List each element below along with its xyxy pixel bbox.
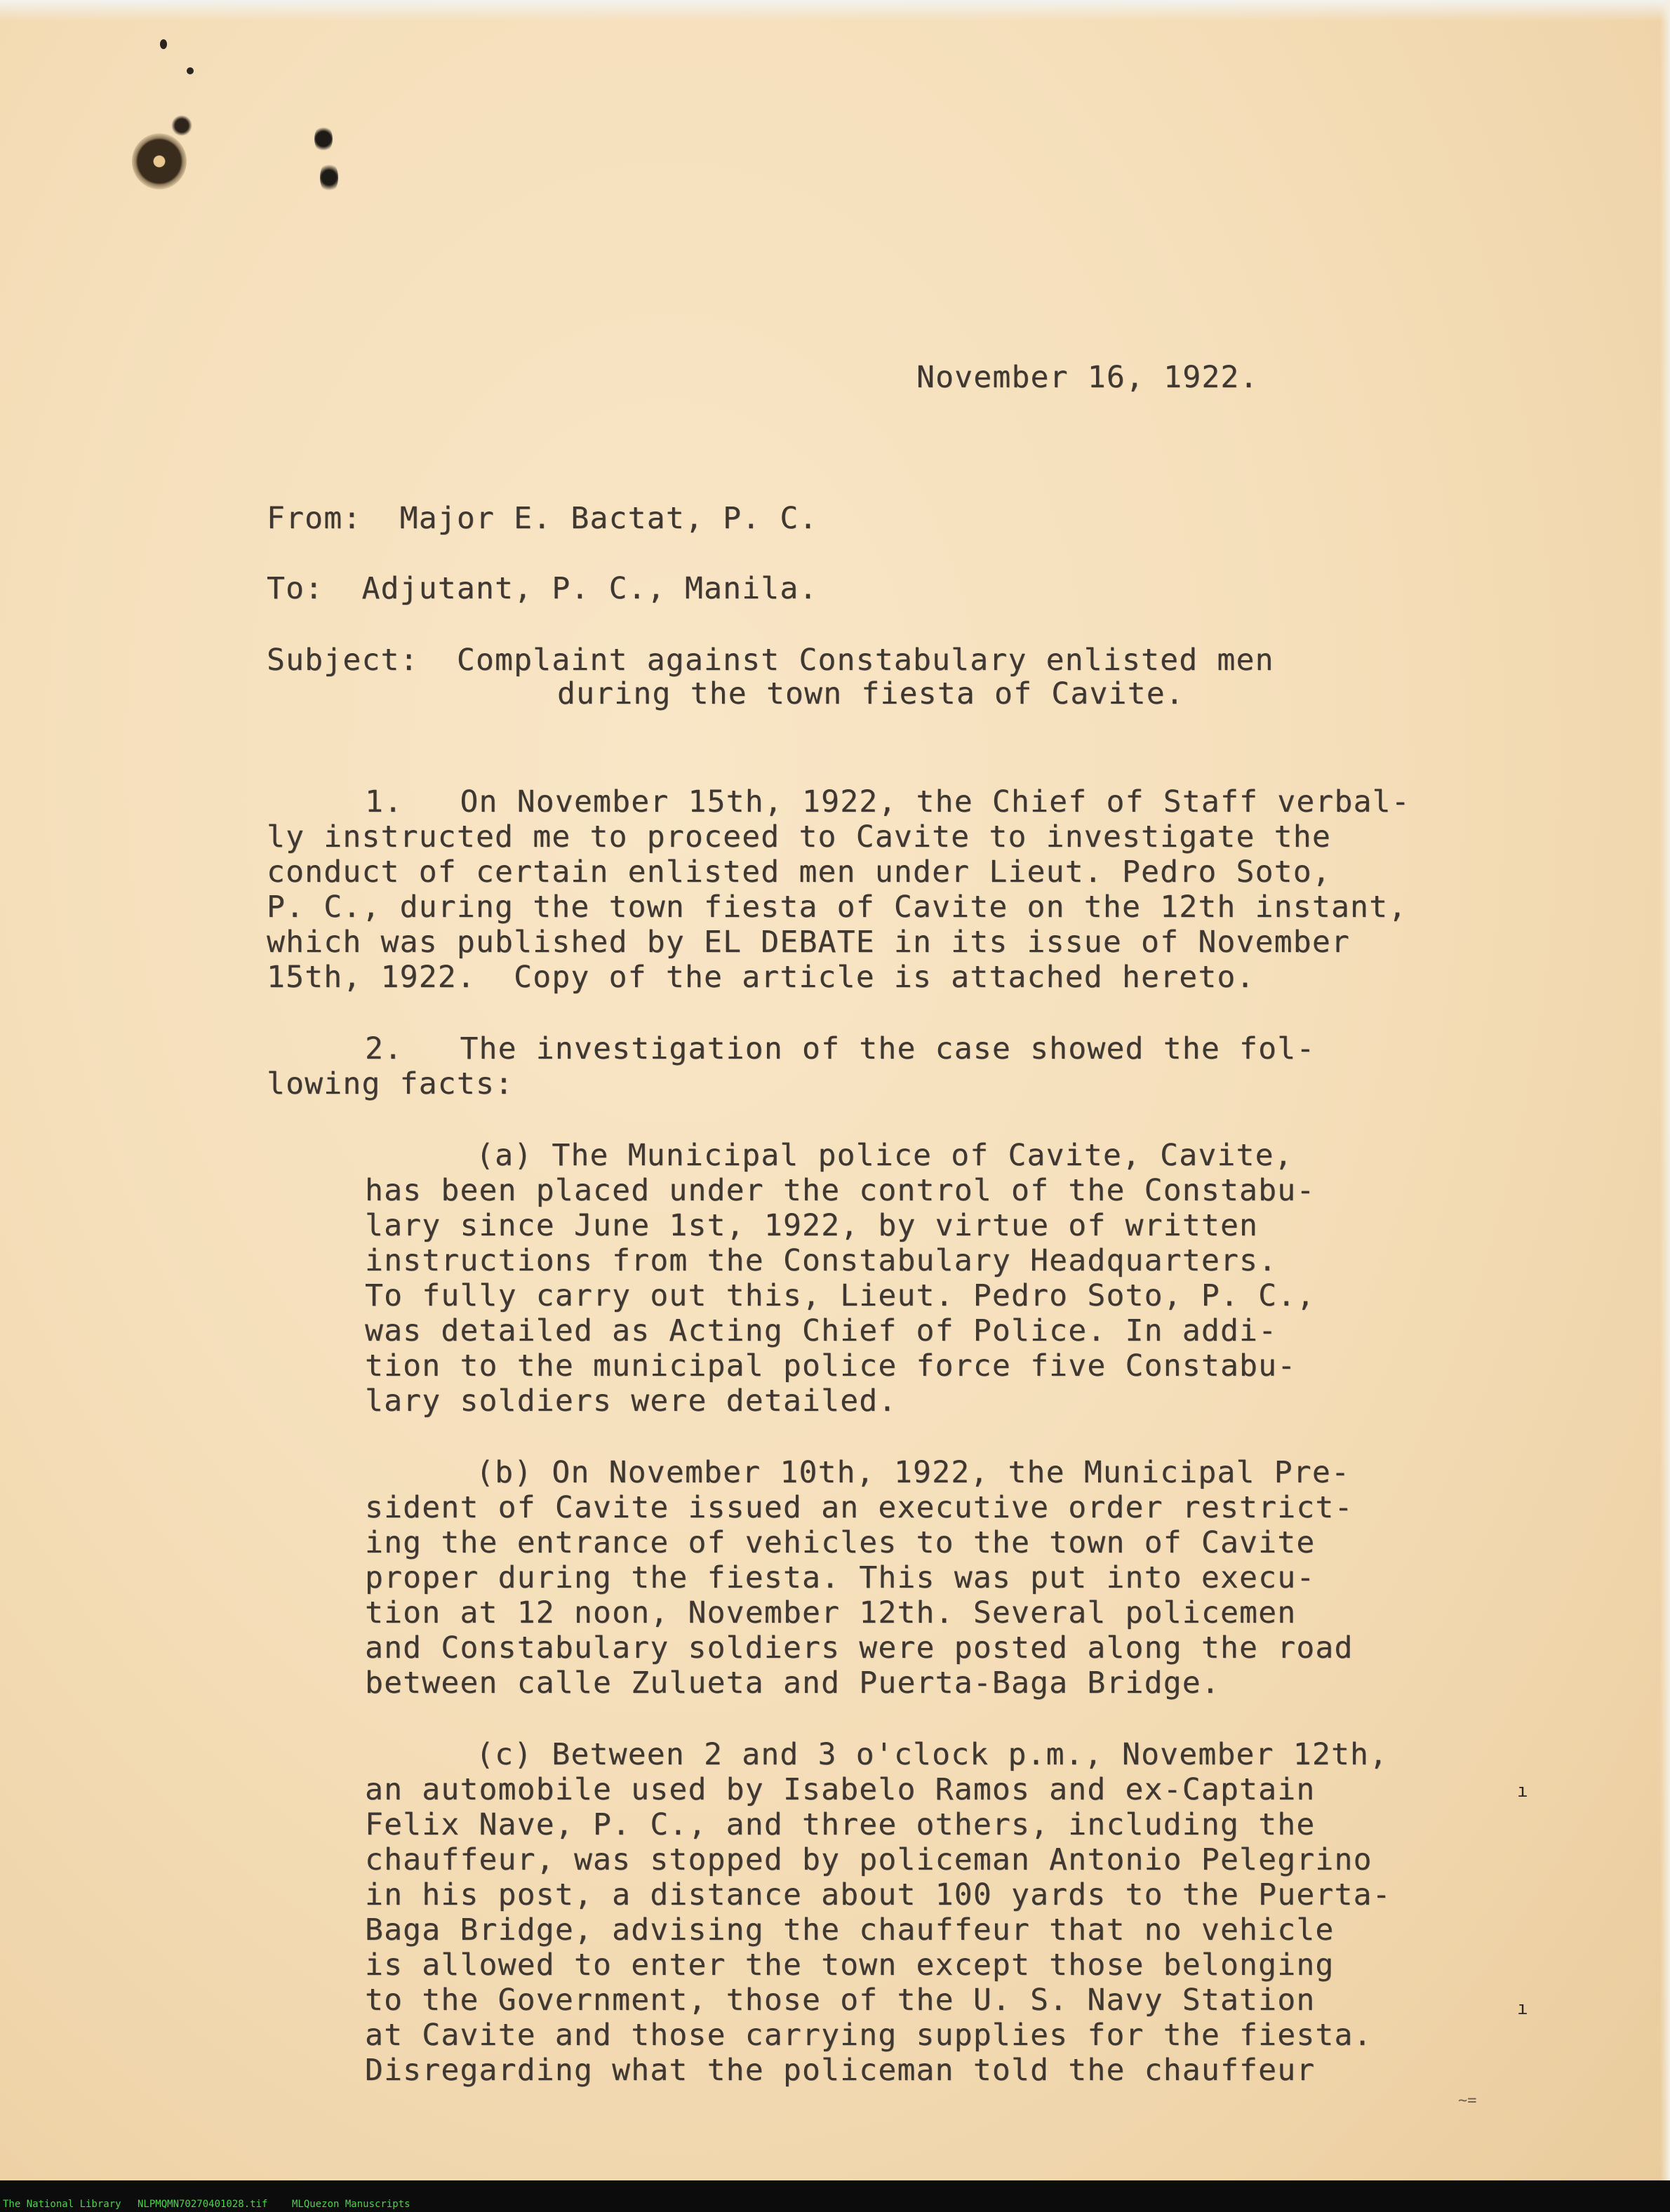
text-line: tion at 12 noon, November 12th. Several policemen xyxy=(365,1595,1297,1630)
collection-label: MLQuezon Manuscripts xyxy=(292,2199,410,2210)
text-line: in his post, a distance about 100 yards to the Puerta- xyxy=(365,1877,1391,1912)
text-line: Felix Nave, P. C., and three others, including the xyxy=(365,1807,1316,1842)
text-line: sident of Cavite issued an executive order restrict- xyxy=(365,1490,1354,1525)
text-line: P. C., during the town fiesta of Cavite on the 12th instant, xyxy=(267,890,1408,925)
text-line: lary soldiers were detailed. xyxy=(365,1383,897,1419)
text-line: chauffeur, was stopped by policeman Antonio Pelegrino xyxy=(365,1842,1372,1877)
text-line: was detailed as Acting Chief of Police. In addi- xyxy=(365,1313,1278,1348)
ink-stain xyxy=(160,39,167,49)
text-line: tion to the municipal police force five Constabu- xyxy=(365,1348,1297,1383)
subject-line: during the town fiesta of Cavite. xyxy=(557,676,1184,711)
text-line: at Cavite and those carrying supplies for the fiesta. xyxy=(365,2018,1372,2053)
text-line: is allowed to enter the town except those belonging xyxy=(365,1948,1335,1983)
text-line: ly instructed me to proceed to Cavite to investigate the xyxy=(267,819,1331,854)
to-line: To: Adjutant, P. C., Manila. xyxy=(267,571,818,606)
ink-stain xyxy=(132,133,187,189)
text-line: Disregarding what the policeman told the chauffeur xyxy=(365,2053,1316,2088)
text-line: instructions from the Constabulary Headquarters. xyxy=(365,1243,1278,1278)
text-line: (b) On November 10th, 1922, the Municipal Pre- xyxy=(476,1455,1351,1490)
text-line: (a) The Municipal police of Cavite, Cavite, xyxy=(476,1138,1293,1173)
text-line: ing the entrance of vehicles to the town of Cavite xyxy=(365,1525,1316,1560)
ink-stain xyxy=(320,161,338,194)
subject-line: Subject: Complaint against Constabulary enlisted men xyxy=(267,643,1274,678)
margin-mark: ~= xyxy=(1458,2092,1477,2110)
paper-edge xyxy=(0,0,1670,21)
text-line: between calle Zulueta and Puerta-Baga Bridge. xyxy=(365,1665,1220,1701)
text-line: Baga Bridge, advising the chauffeur that no vehicle xyxy=(365,1912,1335,1948)
text-line: proper during the fiesta. This was put into execu- xyxy=(365,1560,1316,1595)
paper-edge xyxy=(1660,0,1670,2180)
text-line: To fully carry out this, Lieut. Pedro Soto, P. C., xyxy=(365,1278,1316,1313)
text-line: which was published by EL DEBATE in its issue of November xyxy=(267,925,1351,960)
file-id-label: NLPMQMN70270401028.tif xyxy=(138,2199,268,2210)
letter-date: November 16, 1922. xyxy=(916,360,1259,395)
scan-footer xyxy=(0,2180,1670,2212)
ink-stain xyxy=(187,67,194,74)
text-line: and Constabulary soldiers were posted along the road xyxy=(365,1630,1354,1665)
ink-stain xyxy=(314,125,333,153)
text-line: has been placed under the control of the Constabu- xyxy=(365,1173,1316,1208)
margin-mark: ı xyxy=(1517,1998,1528,2019)
from-line: From: Major E. Bactat, P. C. xyxy=(267,501,818,536)
text-line: 2. The investigation of the case showed the fol- xyxy=(365,1031,1316,1066)
text-line: to the Government, those of the U. S. Navy Station xyxy=(365,1983,1316,2018)
text-line: lowing facts: xyxy=(267,1066,514,1101)
text-line: 1. On November 15th, 1922, the Chief of Staff verbal- xyxy=(365,784,1410,819)
library-label: The National Library xyxy=(3,2199,121,2210)
text-line: lary since June 1st, 1922, by virtue of written xyxy=(365,1208,1259,1243)
text-line: an automobile used by Isabelo Ramos and ex-Captain xyxy=(365,1772,1316,1807)
text-line: conduct of certain enlisted men under Lieut. Pedro Soto, xyxy=(267,854,1331,890)
text-line: (c) Between 2 and 3 o'clock p.m., November 12th, xyxy=(476,1737,1389,1772)
text-line: 15th, 1922. Copy of the article is attached hereto. xyxy=(267,960,1255,995)
margin-mark: ı xyxy=(1517,1781,1528,1802)
ink-stain xyxy=(171,115,192,136)
